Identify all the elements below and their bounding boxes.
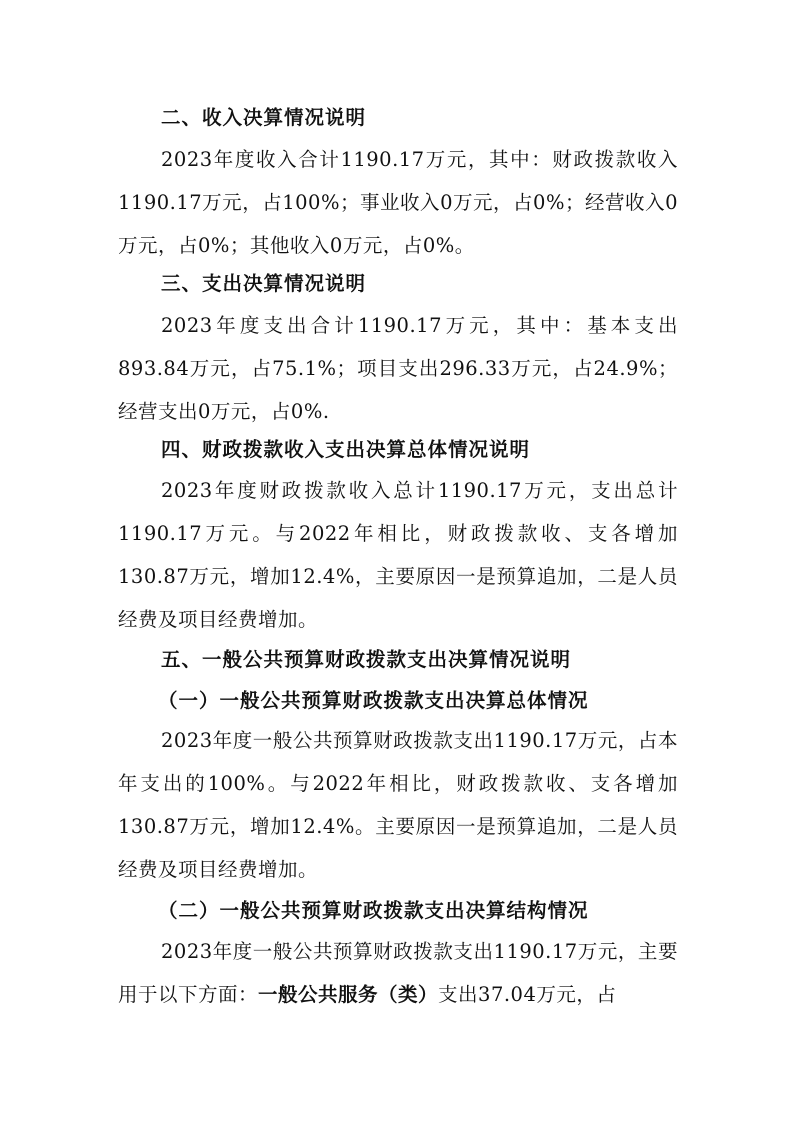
paragraph-income: 2023年度收入合计1190.17万元，其中：财政拨款收入1190.17万元，占100%；事业收入0万元，占0%；经营收入0万元，占0%；其他收入0万元，占0%。: [118, 148, 678, 257]
paragraph-expenditure: 2023年度支出合计1190.17万元，其中：基本支出893.84万元，占75.1%；项目支出296.33万元，占24.9%；经营支出0万元，占0%.: [118, 314, 678, 423]
subsection-heading-structure: （二）一般公共预算财政拨款支出决算结构情况: [158, 899, 589, 922]
structure-text-start: 2023年度一般公共预算财政拨款支出1190.17万元，主要用于以下方面：: [118, 940, 678, 1006]
paragraph-general-budget-structure: [118, 930, 678, 1016]
paragraph-fiscal-overall: 2023年度财政拨款收入总计1190.17万元，支出总计1190.17万元。与2022年相比，财政拨款收、支各增加130.87万元，增加12.4%，主要原因一是预算追加，二是人员经费及项目经费增加。: [118, 479, 678, 631]
structure-bold-category: 一般公共服务（类）: [258, 983, 439, 1006]
structure-text-end: 支出37.04万元，占: [438, 983, 617, 1006]
section-heading-general-budget: 五、一般公共预算财政拨款支出决算情况说明: [161, 648, 572, 671]
section-heading-expenditure: 三、支出决算情况说明: [161, 272, 367, 295]
section-heading-income: 二、收入决算情况说明: [161, 106, 367, 129]
subsection-heading-overall: （一）一般公共预算财政拨款支出决算总体情况: [158, 689, 589, 712]
paragraph-general-budget-overall: 2023年度一般公共预算财政拨款支出1190.17万元，占本年支出的100%。与2022年相比，财政拨款收、支各增加130.87万元，增加12.4%。主要原因一是预算追加，二是人员经费及项目经费增加。: [118, 729, 678, 881]
section-heading-fiscal-overall: 四、财政拨款收入支出决算总体情况说明: [161, 438, 531, 461]
